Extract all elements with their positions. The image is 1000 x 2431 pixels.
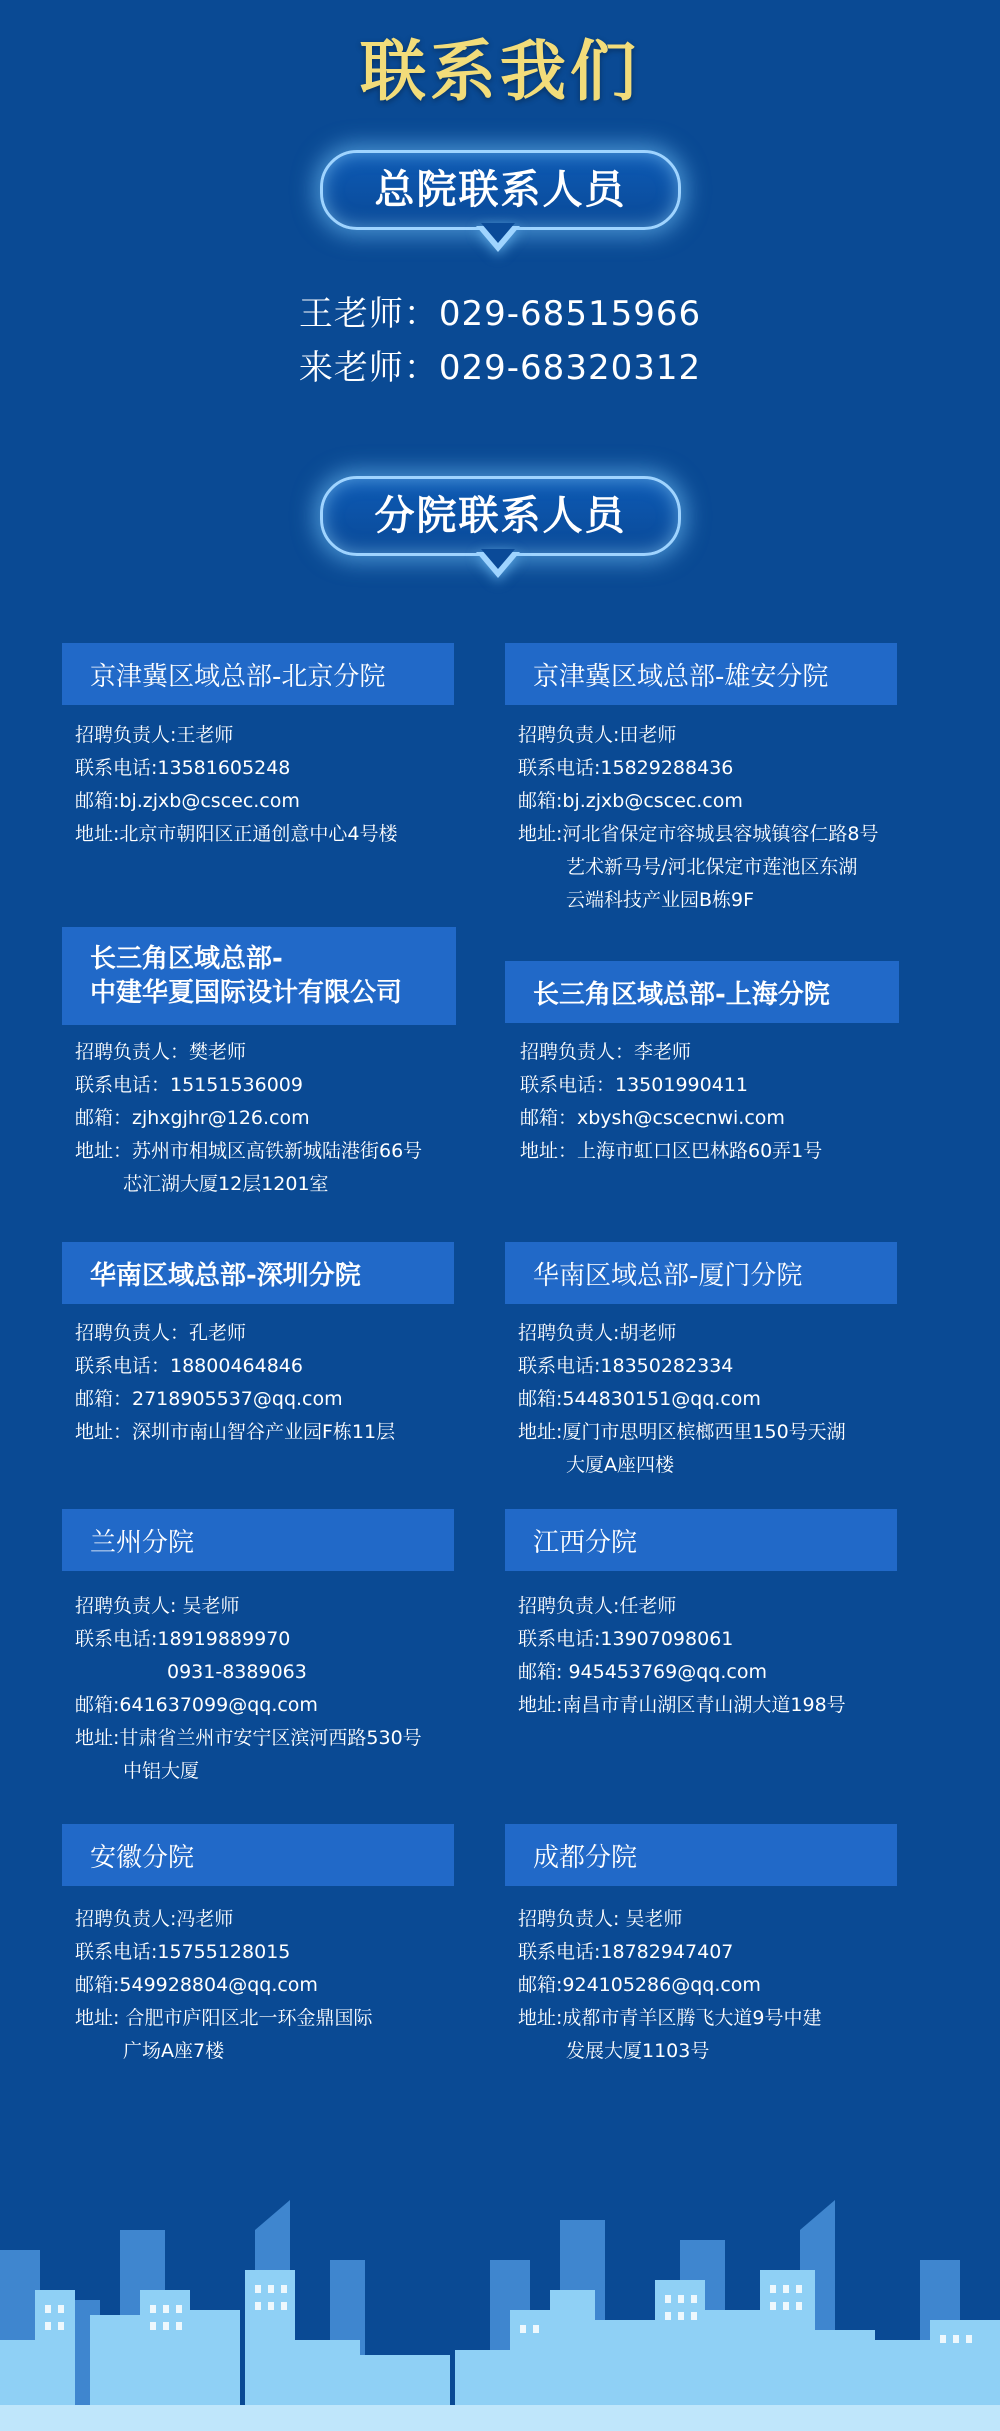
phone: 联系电话:18919889970 xyxy=(75,1628,291,1650)
address: 地址:成都市青羊区腾飞大道9号中建 xyxy=(518,2007,822,2029)
branch-header-anhui: 安徽分院 xyxy=(62,1824,454,1886)
address-cont: 发展大厦1103号 xyxy=(566,2040,710,2062)
branch-header-xiongan: 京津冀区域总部-雄安分院 xyxy=(505,643,897,705)
phone: 联系电话:13907098061 xyxy=(518,1628,734,1650)
address: 地址:南昌市青山湖区青山湖大道198号 xyxy=(518,1694,846,1716)
branches-bubble-tail xyxy=(476,552,520,578)
branches-heading-bubble: 分院联系人员 xyxy=(320,476,681,556)
branch-header-huaxia xyxy=(62,927,456,1025)
recruiter: 招聘负责人: 吴老师 xyxy=(518,1908,683,1930)
address: 地址:甘肃省兰州市安宁区滨河西路530号 xyxy=(75,1727,422,1749)
recruiter: 招聘负责人:任老师 xyxy=(518,1595,677,1617)
address: 地址: 合肥市庐阳区北一环金鼎国际 xyxy=(75,2007,373,2029)
branch-info-anhui xyxy=(75,1903,475,2068)
branch-header-chengdu: 成都分院 xyxy=(505,1824,897,1886)
address-cont: 中铝大厦 xyxy=(123,1760,200,1782)
phone: 联系电话:13581605248 xyxy=(75,757,291,779)
page-title: 联系我们 xyxy=(360,33,640,110)
branch-info-shanghai xyxy=(520,1036,920,1168)
branch-info-lanzhou xyxy=(75,1590,475,1788)
email: 邮箱:549928804@qq.com xyxy=(75,1974,318,1996)
recruiter: 招聘负责人: 吴老师 xyxy=(75,1595,240,1617)
phone: 联系电话：15151536009 xyxy=(75,1074,303,1096)
email: 邮箱: 945453769@qq.com xyxy=(518,1661,767,1683)
email: 邮箱：2718905537@qq.com xyxy=(75,1388,343,1410)
email: 邮箱:641637099@qq.com xyxy=(75,1694,318,1716)
branch-info-chengdu xyxy=(518,1903,918,2068)
recruiter: 招聘负责人:胡老师 xyxy=(518,1322,677,1344)
branch-info-shenzhen xyxy=(75,1317,475,1449)
recruiter: 招聘负责人：樊老师 xyxy=(75,1041,247,1063)
branch-info-beijing xyxy=(75,719,475,851)
branch-header-shenzhen: 华南区域总部-深圳分院 xyxy=(62,1242,454,1304)
recruiter: 招聘负责人：李老师 xyxy=(520,1041,692,1063)
hq-heading-bubble: 总院联系人员 xyxy=(320,150,681,230)
address-cont: 云端科技产业园B栋9F xyxy=(566,889,755,911)
address-cont: 广场A座7楼 xyxy=(123,2040,225,2062)
address: 地址：深圳市南山智谷产业园F栋11层 xyxy=(75,1421,396,1443)
email: 邮箱：xbysh@cscecnwi.com xyxy=(520,1107,785,1129)
phone: 联系电话:15755128015 xyxy=(75,1941,291,1963)
email: 邮箱:bj.zjxb@cscec.com xyxy=(75,790,300,812)
branch-header-lanzhou: 兰州分院 xyxy=(62,1509,454,1571)
branch-header-line-2: 中建华夏国际设计有限公司 xyxy=(90,978,403,1008)
city-skyline-illustration xyxy=(0,2190,1000,2431)
address: 地址:北京市朝阳区正通创意中心4号楼 xyxy=(75,823,398,845)
recruiter: 招聘负责人:冯老师 xyxy=(75,1908,234,1930)
branch-header-shanghai: 长三角区域总部-上海分院 xyxy=(505,961,899,1023)
phone: 联系电话：18800464846 xyxy=(75,1355,303,1377)
phone: 联系电话:15829288436 xyxy=(518,757,734,779)
branch-info-xiongan xyxy=(518,719,918,917)
hq-contact-1: 王老师：029-68515966 xyxy=(298,294,702,334)
email: 邮箱:924105286@qq.com xyxy=(518,1974,761,1996)
branch-info-jiangxi xyxy=(518,1590,918,1722)
recruiter: 招聘负责人:田老师 xyxy=(518,724,677,746)
address: 地址:河北省保定市容城县容城镇容仁路8号 xyxy=(518,823,879,845)
hq-contact-2: 来老师：029-68320312 xyxy=(298,348,702,388)
recruiter: 招聘负责人：孔老师 xyxy=(75,1322,247,1344)
email: 邮箱:bj.zjxb@cscec.com xyxy=(518,790,743,812)
branch-header-line-1: 长三角区域总部- xyxy=(90,944,283,974)
phone-2: 0931-8389063 xyxy=(167,1661,307,1683)
recruiter: 招聘负责人:王老师 xyxy=(75,724,234,746)
hq-bubble-tail xyxy=(476,226,520,252)
address-cont: 大厦A座四楼 xyxy=(566,1454,674,1476)
address: 地址:厦门市思明区槟榔西里150号天湖 xyxy=(518,1421,846,1443)
phone: 联系电话:18782947407 xyxy=(518,1941,734,1963)
branch-header-xiamen: 华南区域总部-厦门分院 xyxy=(505,1242,897,1304)
address-cont: 艺术新马号/河北保定市莲池区东湖 xyxy=(566,856,858,878)
branch-header-beijing: 京津冀区域总部-北京分院 xyxy=(62,643,454,705)
phone: 联系电话：13501990411 xyxy=(520,1074,748,1096)
address: 地址：苏州市相城区高铁新城陆港街66号 xyxy=(75,1140,423,1162)
address-cont: 芯汇湖大厦12层1201室 xyxy=(123,1173,329,1195)
branch-info-xiamen xyxy=(518,1317,918,1482)
email: 邮箱:544830151@qq.com xyxy=(518,1388,761,1410)
phone: 联系电话:18350282334 xyxy=(518,1355,734,1377)
branch-header-jiangxi: 江西分院 xyxy=(505,1509,897,1571)
email: 邮箱：zjhxgjhr@126.com xyxy=(75,1107,310,1129)
branch-info-huaxia xyxy=(75,1036,475,1201)
address: 地址：上海市虹口区巴林路60弄1号 xyxy=(520,1140,823,1162)
